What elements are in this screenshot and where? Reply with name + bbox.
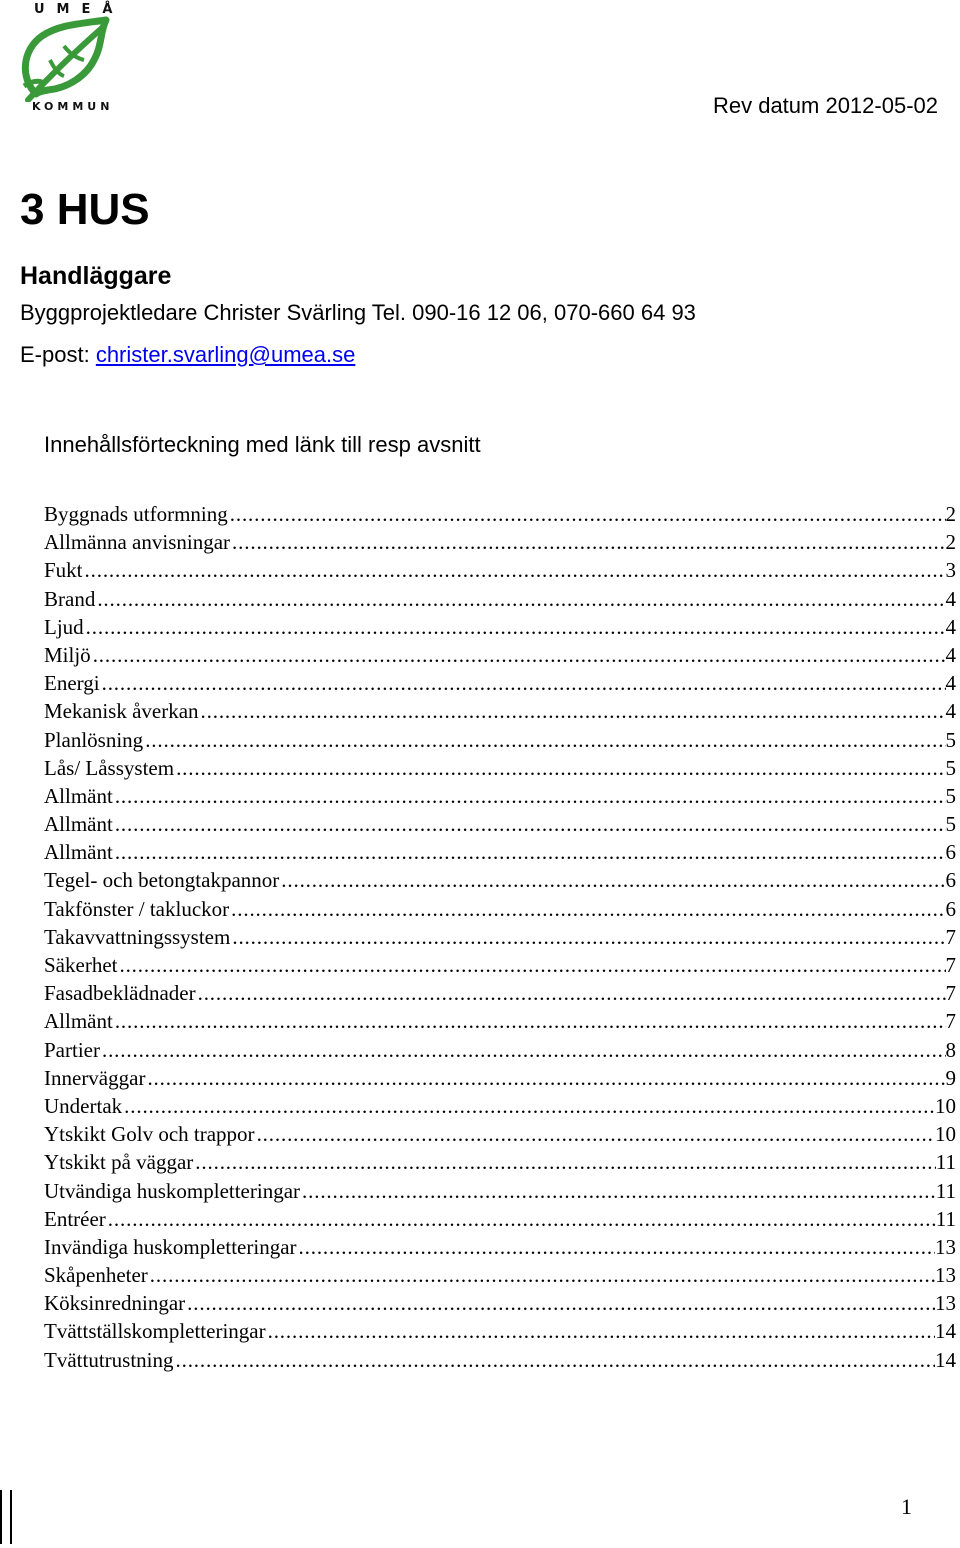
toc-entry[interactable] [44, 1317, 956, 1345]
toc-entry[interactable] [44, 1261, 956, 1289]
toc-entry[interactable] [44, 528, 956, 556]
toc-entry[interactable] [44, 1346, 956, 1374]
margin-marks [0, 1488, 14, 1544]
toc-entry-label: Takavvattningssystem [44, 924, 231, 949]
toc-entry-label: Undertak [44, 1093, 123, 1118]
toc-leader-dots [255, 1120, 935, 1148]
toc-heading: Innehållsförteckning med länk till resp avsnitt [44, 432, 481, 457]
toc-entry-page: 9 [945, 1065, 956, 1090]
toc-entry-page: 13 [935, 1263, 956, 1288]
toc-entry-page: 4 [945, 642, 956, 667]
toc-entry-page: 10 [935, 1122, 956, 1147]
toc-leader-dots [148, 1261, 935, 1289]
toc-entry-label: Byggnads utformning [44, 502, 228, 526]
toc-entry[interactable] [44, 1007, 956, 1035]
toc-entry-label: Tvättställskompletteringar [44, 1319, 266, 1344]
logo-bottom-text: KOMMUN [32, 100, 114, 113]
toc-entry-page: 5 [945, 783, 956, 808]
leaf-icon [14, 16, 120, 102]
toc-entry[interactable] [44, 1177, 956, 1205]
toc-entry-label: Ytskikt på väggar [44, 1150, 194, 1175]
logo-top-text: UMEÅ [34, 2, 125, 17]
toc-entry-label: Brand [44, 586, 96, 611]
revision-date: Rev datum 2012-05-02 [712, 93, 938, 118]
handler-contact: Byggprojektledare Christer Svärling Tel. 090-16 12 06, 070-660 64 93 [20, 300, 696, 325]
toc-entry-label: Invändiga huskompletteringar [44, 1234, 297, 1259]
toc-entry-label: Skåpenheter [44, 1263, 148, 1288]
toc-leader-dots [196, 979, 946, 1007]
toc-entry[interactable] [44, 895, 956, 923]
toc-entry-page: 14 [935, 1347, 956, 1372]
toc-entry[interactable] [44, 1289, 956, 1317]
toc-entry-label: Allmänt [44, 812, 113, 837]
toc-entry[interactable] [44, 1233, 956, 1261]
toc-entry-page: 7 [945, 981, 956, 1006]
toc-entry-label: Mekanisk åverkan [44, 699, 199, 724]
toc-entry-label: Utvändiga huskompletteringar [44, 1178, 301, 1203]
toc-entry-page: 7 [945, 924, 956, 949]
toc-entry[interactable] [44, 641, 956, 669]
toc-entry-label: Allmänt [44, 783, 113, 808]
toc-entry-label: Allmänna anvisningar [44, 530, 231, 555]
page-number: 1 [901, 1494, 912, 1519]
email-row [20, 342, 355, 368]
toc-leader-dots [122, 1092, 935, 1120]
toc-entry-label: Lås/ Låssystem [44, 755, 175, 780]
toc-entry-page: 4 [945, 699, 956, 724]
toc-entry-page: 2 [945, 502, 956, 526]
toc-leader-dots [100, 1036, 946, 1064]
toc-leader-dots [193, 1148, 935, 1176]
toc-leader-dots [95, 585, 945, 613]
table-of-contents [44, 500, 956, 1374]
toc-leader-dots [117, 951, 945, 979]
toc-entry[interactable] [44, 782, 956, 810]
umea-kommun-logo [14, 2, 124, 118]
toc-entry-page: 13 [935, 1234, 956, 1259]
toc-leader-dots [113, 782, 946, 810]
toc-entry-page: 5 [945, 812, 956, 837]
toc-entry[interactable] [44, 1205, 956, 1233]
toc-entry[interactable] [44, 669, 956, 697]
toc-leader-dots [174, 1346, 936, 1374]
toc-entry-page: 3 [945, 558, 956, 583]
toc-entry-label: Säkerhet [44, 953, 118, 977]
toc-entry-page: 2 [945, 530, 956, 555]
toc-entry[interactable] [44, 754, 956, 782]
toc-entry-label: Partier [44, 1037, 100, 1062]
toc-entry-page: 14 [935, 1319, 956, 1344]
toc-leader-dots [199, 697, 946, 725]
toc-entry[interactable] [44, 1036, 956, 1064]
toc-entry[interactable] [44, 838, 956, 866]
toc-entry-label: Energi [44, 671, 100, 696]
toc-entry-label: Tegel- och betongtakpannor [44, 868, 280, 893]
toc-entry[interactable] [44, 979, 956, 1007]
toc-entry[interactable] [44, 585, 956, 613]
toc-leader-dots [113, 1007, 946, 1035]
toc-entry-label: Innerväggar [44, 1065, 146, 1090]
toc-leader-dots [145, 1064, 945, 1092]
toc-leader-dots [100, 669, 946, 697]
toc-entry-page: 5 [945, 755, 956, 780]
toc-entry[interactable] [44, 1092, 956, 1120]
toc-entry[interactable] [44, 613, 956, 641]
toc-entry-label: Ytskikt Golv och trappor [44, 1122, 255, 1147]
toc-entry[interactable] [44, 1120, 956, 1148]
toc-entry[interactable] [44, 556, 956, 584]
toc-leader-dots [113, 810, 946, 838]
toc-entry[interactable] [44, 726, 956, 754]
toc-entry-page: 11 [935, 1178, 956, 1203]
toc-leader-dots [91, 641, 946, 669]
toc-entry-label: Fukt [44, 558, 83, 583]
toc-entry[interactable] [44, 500, 956, 528]
toc-entry-page: 6 [945, 896, 956, 921]
toc-leader-dots [185, 1289, 935, 1317]
toc-entry[interactable] [44, 810, 956, 838]
toc-entry[interactable] [44, 923, 956, 951]
toc-leader-dots [83, 556, 946, 584]
toc-entry[interactable] [44, 1064, 956, 1092]
toc-leader-dots [143, 726, 945, 754]
toc-entry-page: 7 [945, 953, 956, 977]
toc-entry-label: Takfönster / takluckor [44, 896, 230, 921]
toc-entry[interactable] [44, 951, 956, 979]
toc-leader-dots [297, 1233, 935, 1261]
email-label: E-post: [20, 342, 96, 367]
toc-leader-dots [230, 528, 945, 556]
toc-leader-dots [106, 1205, 936, 1233]
toc-leader-dots [113, 838, 946, 866]
toc-entry-page: 4 [945, 586, 956, 611]
toc-entry[interactable] [44, 1148, 956, 1176]
email-link[interactable]: christer.svarling@umea.se [95, 342, 356, 367]
toc-entry-label: Planlösning [44, 727, 144, 752]
toc-entry[interactable] [44, 697, 956, 725]
toc-entry-label: Ljud [44, 614, 84, 639]
toc-leader-dots [230, 923, 945, 951]
toc-entry-page: 6 [945, 868, 956, 893]
toc-entry-page: 11 [935, 1150, 956, 1175]
toc-entry-page: 13 [935, 1291, 956, 1316]
toc-entry-label: Allmänt [44, 1009, 113, 1034]
toc-entry-label: Köksinredningar [44, 1291, 186, 1316]
toc-leader-dots [228, 500, 946, 528]
toc-leader-dots [174, 754, 945, 782]
toc-leader-dots [279, 866, 945, 894]
page-title: 3 HUS [20, 185, 150, 234]
toc-entry-label: Entréer [44, 1206, 106, 1231]
toc-entry-page: 6 [945, 840, 956, 865]
toc-entry-page: 11 [935, 1206, 956, 1231]
toc-leader-dots [84, 613, 946, 641]
toc-entry-label: Tvättutrustning [44, 1347, 174, 1372]
toc-entry-page: 10 [935, 1093, 956, 1118]
toc-entry[interactable] [44, 866, 956, 894]
toc-entry-label: Allmänt [44, 840, 113, 865]
toc-entry-page: 4 [945, 671, 956, 696]
toc-entry-label: Miljö [44, 642, 91, 667]
toc-leader-dots [229, 895, 945, 923]
toc-leader-dots [300, 1177, 936, 1205]
toc-entry-page: 8 [945, 1037, 956, 1062]
toc-entry-page: 7 [945, 1009, 956, 1034]
toc-entry-label: Fasadbeklädnader [44, 981, 196, 1006]
handler-heading: Handläggare [20, 262, 172, 290]
toc-entry-page: 5 [945, 727, 956, 752]
toc-leader-dots [266, 1317, 935, 1345]
toc-entry-page: 4 [945, 614, 956, 639]
